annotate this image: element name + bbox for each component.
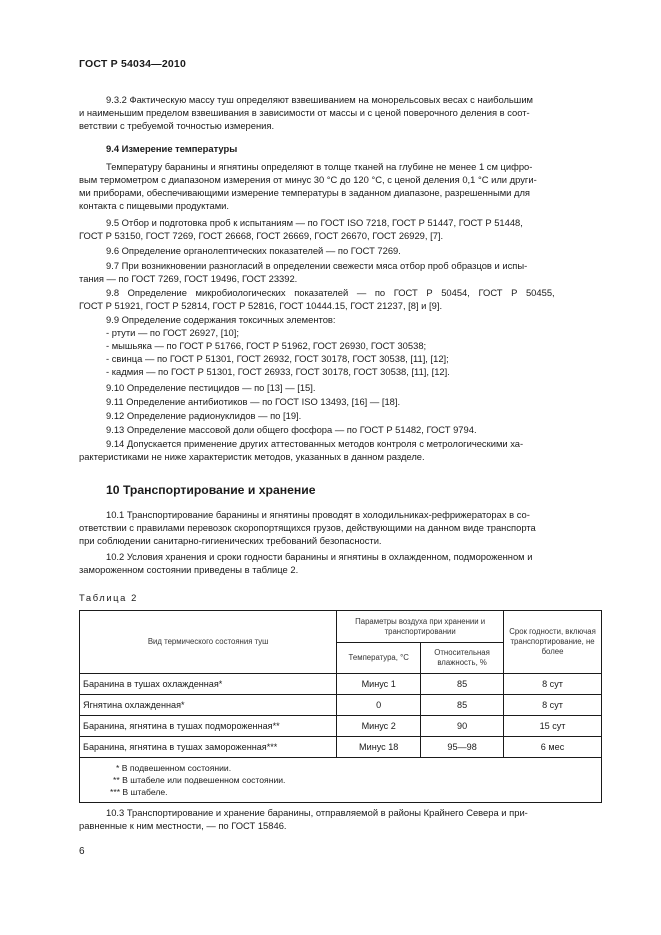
table-cell: 90 — [421, 716, 504, 737]
table-cell: 0 — [337, 695, 421, 716]
paragraph-9-11: 9.11 Определение антибиотиков — по ГОСТ ISO 13493, [16] — [18]. — [106, 396, 401, 407]
text-line: равненные к ним местности, — по ГОСТ 15846. — [79, 820, 287, 831]
paragraph-10-1 — [79, 508, 603, 547]
document-header: ГОСТ Р 54034—2010 — [79, 58, 187, 70]
section-9-4-title: 9.4 Измерение температуры — [106, 143, 238, 154]
paragraph-9-4 — [79, 160, 603, 212]
text-line: 9.14 Допускается применение других аттестованных методов контроля с метрологическими ха- — [106, 438, 524, 449]
table-cell: 85 — [421, 695, 504, 716]
table-note: * В подвешенном состоянии. — [116, 763, 232, 773]
list-item: - мышьяка — по ГОСТ Р 51766, ГОСТ Р 51962, ГОСТ 26930, ГОСТ 30538; — [106, 340, 427, 351]
paragraph-9-8 — [79, 286, 603, 312]
table-cell: 6 мес — [504, 737, 602, 758]
text-line: 10.3 Транспортирование и хранение баранины, отправляемой в районы Крайнего Севера и при- — [106, 807, 528, 818]
storage-conditions-table — [79, 610, 602, 803]
text-line: вым термометром с диапазоном измерения от минус 30 °С до 120 °С, с ценой деления 0,1 °С или други- — [79, 174, 537, 185]
table-notes-row — [80, 758, 602, 803]
table-row — [80, 695, 602, 716]
text-line: ми приборами, обеспечивающими измерение температуры в заданном диапазоне, разрешенными для — [79, 187, 531, 198]
paragraph-9-12: 9.12 Определение радионуклидов — по [19]. — [106, 410, 302, 421]
text-line: рактеристиками не ниже характеристик методов, указанных в данном разделе. — [79, 451, 425, 462]
text-line: 9.9 Определение содержания токсичных элементов: — [106, 314, 336, 325]
section-10-title: 10 Транспортирование и хранение — [106, 483, 316, 497]
paragraph-10-2 — [79, 550, 603, 576]
paragraph-10-3 — [79, 806, 603, 832]
table-note: *** В штабеле. — [110, 787, 168, 797]
text-line: Температуру баранины и ягнятины определяют в толще тканей на глубине не менее 1 см цифро- — [106, 161, 533, 172]
text-line: ветствии с требуемой точностью измерения. — [79, 120, 275, 131]
paragraph-9-13: 9.13 Определение массовой доли общего фосфора — по ГОСТ Р 51482, ГОСТ 9794. — [106, 424, 477, 435]
paragraph-9-5 — [79, 216, 603, 242]
table-header-humidity: Относительная влажность, % — [421, 643, 504, 674]
table-header-carcass-state: Вид термического состояния туш — [80, 611, 337, 674]
table-cell: 95—98 — [421, 737, 504, 758]
text-line: 10.2 Условия хранения и сроки годности баранины и ягнятины в охлажденном, подмороженном и — [106, 551, 533, 562]
text-line: 9.3.2 Фактическую массу туш определяют взвешиванием на монорельсовых весах с наибольшим — [106, 94, 534, 105]
table-cell: 8 сут — [504, 695, 602, 716]
text-line: 9.7 При возникновении разногласий в определении свежести мяса отбор проб образцов и испы- — [106, 260, 528, 271]
table-cell: Минус 18 — [337, 737, 421, 758]
text-line: 9.5 Отбор и подготовка проб к испытаниям — по ГОСТ ISO 7218, ГОСТ Р 51447, ГОСТ Р 51448, — [106, 217, 523, 228]
list-item: - ртути — по ГОСТ 26927, [10]; — [106, 327, 239, 338]
text-line: контакта с пищевыми продуктами. — [79, 200, 229, 211]
table-note: ** В штабеле или подвешенном состоянии. — [113, 775, 286, 785]
text-line: и наименьшим пределом взвешивания в зависимости от массы и с ценой поверочного деления в соот- — [79, 107, 530, 118]
page-number: 6 — [79, 846, 85, 857]
text-line: тания — по ГОСТ 7269, ГОСТ 19496, ГОСТ 23392. — [79, 273, 298, 284]
table-cell: Минус 2 — [337, 716, 421, 737]
paragraph-9-3-2 — [79, 93, 603, 132]
paragraph-9-14 — [79, 437, 603, 463]
table-header-air-parameters: Параметры воздуха при хранении и транспортировании — [337, 611, 504, 643]
table-cell: Минус 1 — [337, 674, 421, 695]
table-notes — [80, 758, 602, 803]
list-item: - свинца — по ГОСТ Р 51301, ГОСТ 26932, ГОСТ 30178, ГОСТ 30538, [11], [12]; — [106, 353, 449, 364]
paragraph-9-9 — [79, 313, 603, 378]
text-line: при соблюдении санитарно-гигиенических требований безопасности. — [79, 535, 382, 546]
table-cell: Баранина, ягнятина в тушах подмороженная** — [80, 716, 337, 737]
table-caption: Таблица 2 — [79, 592, 138, 603]
paragraph-9-10: 9.10 Определение пестицидов — по [13] — [15]. — [106, 382, 316, 393]
table-row — [80, 674, 602, 695]
table-row — [80, 737, 602, 758]
table-cell: Ягнятина охлажденная* — [80, 695, 337, 716]
table-cell: 85 — [421, 674, 504, 695]
text-line: ГОСТ Р 53150, ГОСТ 7269, ГОСТ 26668, ГОСТ 26669, ГОСТ 26670, ГОСТ 26929, [7]. — [79, 230, 444, 241]
table-cell: 8 сут — [504, 674, 602, 695]
text-line: замороженном состоянии приведены в таблице 2. — [79, 564, 299, 575]
table-header-temperature: Температура, °С — [337, 643, 421, 674]
paragraph-9-7 — [79, 259, 603, 285]
table-cell: 15 сут — [504, 716, 602, 737]
table-row — [80, 716, 602, 737]
text-line: ответствии с правилами перевозок скоропортящихся грузов, действующими на данном виде транспорта — [79, 522, 536, 533]
table-cell: Баранина в тушах охлажденная* — [80, 674, 337, 695]
text-line: 9.8 Определение микробиологических показателей — по ГОСТ Р 50454, ГОСТ Р 50455, — [106, 287, 555, 298]
list-item: - кадмия — по ГОСТ Р 51301, ГОСТ 26933, ГОСТ 30178, ГОСТ 30538, [11], [12]. — [106, 366, 450, 377]
table-header-shelf-life: Срок годности, включая транспортирование, не более — [504, 611, 602, 674]
text-line: 10.1 Транспортирование баранины и ягнятины проводят в холодильниках-рефрижераторах в со- — [106, 509, 530, 520]
paragraph-9-6: 9.6 Определение органолептических показателей — по ГОСТ 7269. — [106, 245, 401, 256]
table-cell: Баранина, ягнятина в тушах замороженная*** — [80, 737, 337, 758]
text-line: ГОСТ Р 51921, ГОСТ Р 52814, ГОСТ Р 52816, ГОСТ 10444.15, ГОСТ 21237, [8] и [9]. — [79, 300, 443, 311]
